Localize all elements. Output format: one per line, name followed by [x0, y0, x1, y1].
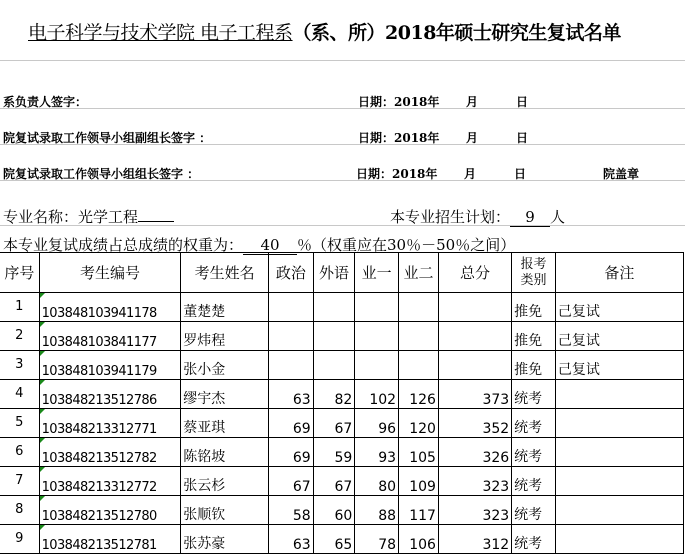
remark-cell[interactable]: 己复试 [555, 293, 683, 322]
header-subject2: 业二 [399, 253, 439, 293]
header-seq: 序号 [0, 253, 39, 293]
date-label: 日期：2018年 [358, 131, 440, 145]
day-label: 日 [516, 131, 529, 145]
politics-cell[interactable]: 67 [269, 467, 314, 496]
name-cell[interactable]: 张苏豪 [181, 525, 269, 554]
table-row [0, 467, 684, 496]
seq-cell[interactable]: 5 [0, 409, 39, 438]
name-cell[interactable]: 蔡亚琪 [181, 409, 269, 438]
total-cell[interactable]: 323 [438, 467, 511, 496]
language-cell[interactable]: 65 [313, 525, 355, 554]
language-cell[interactable]: 59 [313, 438, 355, 467]
language-cell[interactable]: 67 [313, 409, 355, 438]
id-cell[interactable]: 103848103941178 [39, 293, 181, 322]
subject2-cell[interactable] [399, 322, 439, 351]
table-row [0, 322, 684, 351]
category-cell[interactable]: 统考 [512, 409, 556, 438]
date-label: 日期：2018年 [358, 95, 440, 109]
subject2-cell[interactable] [399, 351, 439, 380]
name-cell[interactable]: 缪宇杰 [181, 380, 269, 409]
seq-cell[interactable]: 6 [0, 438, 39, 467]
subject2-cell[interactable]: 117 [399, 496, 439, 525]
remark-cell[interactable] [555, 409, 683, 438]
name-cell[interactable]: 董楚楚 [181, 293, 269, 322]
header-language: 外语 [313, 253, 355, 293]
header-id: 考生编号 [39, 253, 181, 293]
major-name [3, 206, 174, 227]
language-cell[interactable] [313, 351, 355, 380]
header-total: 总分 [438, 253, 511, 293]
id-cell[interactable]: 103848213512781 [39, 525, 181, 554]
remark-cell[interactable]: 己复试 [555, 322, 683, 351]
subject2-cell[interactable]: 126 [399, 380, 439, 409]
subject1-cell[interactable] [355, 293, 399, 322]
subject2-cell[interactable]: 109 [399, 467, 439, 496]
day-label: 日 [516, 95, 529, 109]
header-category: 报考类别 [512, 253, 556, 293]
name-cell[interactable]: 张顺钦 [181, 496, 269, 525]
seq-cell[interactable]: 1 [0, 293, 39, 322]
weight-suffix: ％（权重应在30％－50％之间） [297, 236, 516, 254]
weight-label: 本专业复试成绩占总成绩的权重为： [3, 236, 244, 254]
category-cell[interactable]: 推免 [512, 351, 556, 380]
table-row [0, 380, 684, 409]
id-cell[interactable]: 103848103941179 [39, 351, 181, 380]
category-cell[interactable]: 统考 [512, 467, 556, 496]
subject1-cell[interactable]: 93 [355, 438, 399, 467]
subject1-cell[interactable]: 80 [355, 467, 399, 496]
header-remark: 备注 [555, 253, 683, 293]
category-cell[interactable]: 统考 [512, 380, 556, 409]
subject2-cell[interactable]: 120 [399, 409, 439, 438]
candidate-table [0, 252, 684, 554]
month-label: 月 [464, 167, 477, 181]
signature-label: 系负责人签字： [3, 95, 88, 109]
subject2-cell[interactable] [399, 293, 439, 322]
remark-cell[interactable]: 己复试 [555, 351, 683, 380]
politics-cell[interactable]: 69 [269, 409, 314, 438]
id-cell[interactable]: 103848213312771 [39, 409, 181, 438]
header-name: 考生姓名 [181, 253, 269, 293]
subject2-cell[interactable]: 105 [399, 438, 439, 467]
id-cell[interactable]: 103848213512780 [39, 496, 181, 525]
politics-cell[interactable] [269, 293, 314, 322]
name-cell[interactable]: 陈铭坡 [181, 438, 269, 467]
language-cell[interactable] [313, 322, 355, 351]
politics-cell[interactable]: 63 [269, 380, 314, 409]
divider [0, 60, 685, 61]
remark-cell[interactable] [555, 380, 683, 409]
page-title [28, 18, 621, 45]
title-rest: （系、所）2018年硕士研究生复试名单 [292, 22, 621, 44]
subject1-cell[interactable]: 102 [355, 380, 399, 409]
table-row [0, 438, 684, 467]
seal-label: 院盖章 [603, 167, 640, 181]
remark-cell[interactable] [555, 438, 683, 467]
subject1-cell[interactable] [355, 351, 399, 380]
language-cell[interactable]: 60 [313, 496, 355, 525]
category-cell[interactable]: 统考 [512, 438, 556, 467]
politics-cell[interactable]: 58 [269, 496, 314, 525]
plan-label: 本专业招生计划： [390, 208, 511, 226]
table-row [0, 293, 684, 322]
seq-cell[interactable]: 4 [0, 380, 39, 409]
remark-cell[interactable] [555, 496, 683, 525]
plan-unit: 人 [550, 208, 566, 226]
table-row [0, 496, 684, 525]
subject1-cell[interactable] [355, 322, 399, 351]
total-cell[interactable] [438, 351, 511, 380]
total-cell[interactable]: 373 [438, 380, 511, 409]
remark-cell[interactable] [555, 525, 683, 554]
seq-cell[interactable]: 2 [0, 322, 39, 351]
day-label: 日 [514, 167, 527, 181]
seq-cell[interactable]: 3 [0, 351, 39, 380]
category-cell[interactable]: 统考 [512, 496, 556, 525]
date-label: 日期：2018年 [356, 167, 438, 181]
politics-cell[interactable] [269, 322, 314, 351]
header-subject1: 业一 [355, 253, 399, 293]
total-cell[interactable]: 352 [438, 409, 511, 438]
plan-value: 9 [510, 208, 550, 227]
total-cell[interactable] [438, 322, 511, 351]
total-cell[interactable] [438, 293, 511, 322]
table-row [0, 351, 684, 380]
signature-label: 院复试录取工作领导小组组长签字 ： [3, 167, 200, 181]
subject2-cell[interactable]: 106 [399, 525, 439, 554]
politics-cell[interactable]: 63 [269, 525, 314, 554]
id-cell[interactable]: 103848213512786 [39, 380, 181, 409]
table-row [0, 409, 684, 438]
category-cell[interactable]: 推免 [512, 293, 556, 322]
major-label: 专业名称：光学工程 [3, 208, 139, 226]
signature-label: 院复试录取工作领导小组副组长签字 ： [3, 131, 212, 145]
name-cell[interactable]: 张小金 [181, 351, 269, 380]
blank [138, 221, 174, 222]
seq-cell[interactable]: 7 [0, 467, 39, 496]
name-cell[interactable]: 罗炜程 [181, 322, 269, 351]
language-cell[interactable] [313, 293, 355, 322]
total-cell[interactable]: 312 [438, 525, 511, 554]
category-cell[interactable]: 推免 [512, 322, 556, 351]
seq-cell[interactable]: 8 [0, 496, 39, 525]
politics-cell[interactable] [269, 351, 314, 380]
language-cell[interactable]: 82 [313, 380, 355, 409]
language-cell[interactable]: 67 [313, 467, 355, 496]
total-cell[interactable]: 326 [438, 438, 511, 467]
subject1-cell[interactable]: 88 [355, 496, 399, 525]
remark-cell[interactable] [555, 467, 683, 496]
name-cell[interactable]: 张云杉 [181, 467, 269, 496]
month-label: 月 [466, 131, 479, 145]
id-cell[interactable]: 103848213512782 [39, 438, 181, 467]
table-row [0, 525, 684, 554]
politics-cell[interactable]: 69 [269, 438, 314, 467]
enrollment-plan [390, 206, 565, 227]
id-cell[interactable]: 103848103841177 [39, 322, 181, 351]
month-label: 月 [466, 95, 479, 109]
total-cell[interactable]: 323 [438, 496, 511, 525]
subject1-cell[interactable]: 96 [355, 409, 399, 438]
id-cell[interactable]: 103848213312772 [39, 467, 181, 496]
seq-cell[interactable]: 9 [0, 525, 39, 554]
divider [0, 108, 685, 109]
category-cell[interactable]: 统考 [512, 525, 556, 554]
weight-value: 40 [243, 236, 297, 255]
subject1-cell[interactable]: 78 [355, 525, 399, 554]
title-department: 电子科学与技术学院 电子工程系 [28, 22, 293, 44]
header-politics: 政治 [269, 253, 314, 293]
